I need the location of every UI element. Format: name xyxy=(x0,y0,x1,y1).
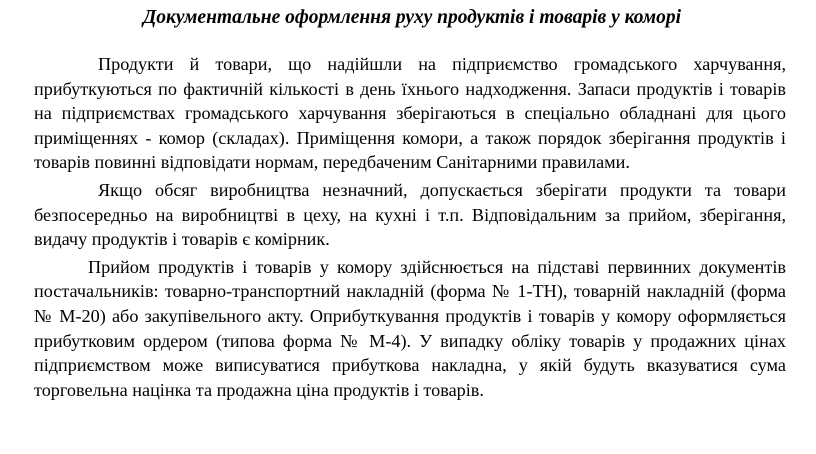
paragraph-acceptance-documents: Прийом продуктів і товарів у комору здійснюється на підставі первинних документів постачальників: товарно-транспортний накладній (форма № 1-ТН), товарній накладній (форма № М-20) або закупівельного акту. Оприбуткування продуктів і товарів у комору оформляється прибутковим ордером (типова форма № М-4). У випадку обліку товарів у продажних цінах підприємством може виписуватися прибуткова накладна, у якій будуть вказуватися сума торговельна націнка та продажна ціна продуктів і товарів. xyxy=(34,256,786,400)
paragraph-production-storage: Якщо обсяг виробництва незначний, допускається зберігати продукти та товари безпосередньо на виробництві в цеху, на кухні і т.п. Відповідальним за прийом, зберігання, видачу продуктів і товарів є комірник. xyxy=(34,179,786,250)
document-body xyxy=(34,52,786,402)
paragraph-receipt-storage: Продукти й товари, що надійшли на підприємство громадського харчування, прибуткуються по фактичній кількості в день їхнього надходження. Запаси продуктів і товарів на підприємствах громадського харчування зберігаються в спеціально обладнані для цього приміщеннях - комор (складах). Приміщення комори, а також порядок зберігання продуктів і товарів повинні відповідати нормам, передбаченим Санітарними правилами. xyxy=(34,54,786,173)
document-title: Документальне оформлення руху продуктів і товарів у коморі xyxy=(142,7,682,28)
